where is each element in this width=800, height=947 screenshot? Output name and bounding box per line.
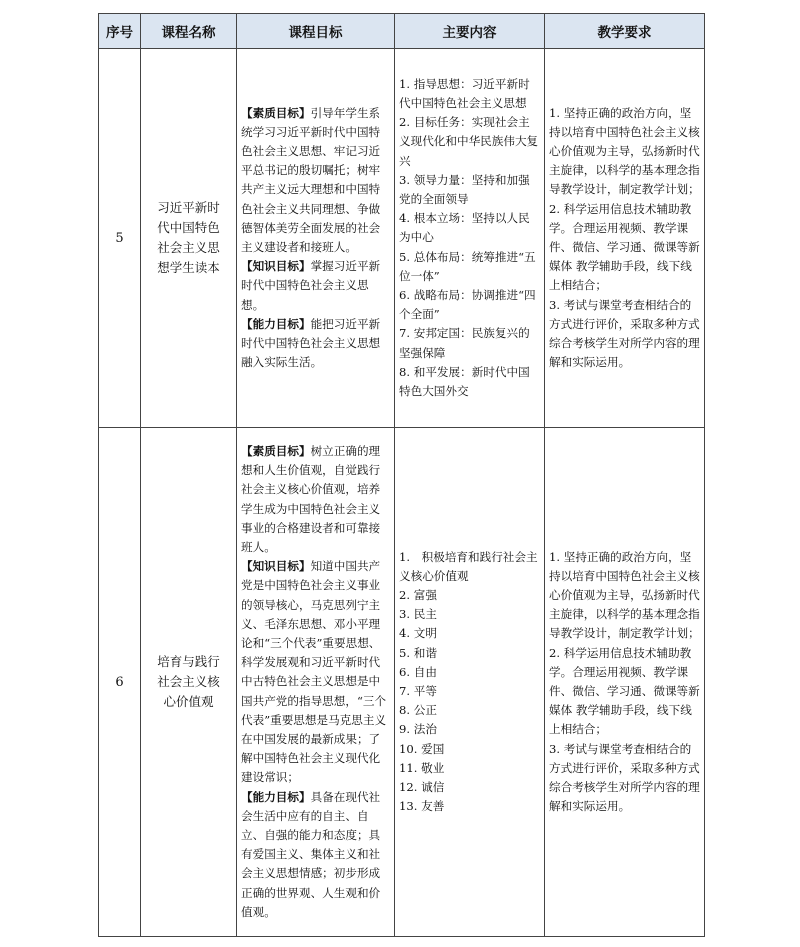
course-name-line: 代中国特色 <box>157 220 220 235</box>
content-item: 5. 总体布局：统筹推进“五位一体” <box>399 249 536 283</box>
course-name <box>141 428 237 937</box>
content-item: 13. 友善 <box>399 799 445 814</box>
row-number: 5 <box>99 49 141 428</box>
content-item: 8. 和平发展：新时代中国特色大国外交 <box>399 364 530 399</box>
goal-text: 知道中国共产党是中国特色社会主义事业的领导核心，马克思列宁主义、毛泽东思想、邓小平理论和“三个代表”重要思想、科学发展观和习近平新时代中古特色社会主义思想是中国共产党的指导思想，“三个代表”重要思想是马克思主义在中国发展的最新成果；了解中国特色社会主义现代化建设常识； <box>241 559 387 785</box>
content-item: 10. 爱国 <box>399 741 445 756</box>
table-row <box>99 428 705 937</box>
course-name-line: 想学生读本 <box>157 260 220 275</box>
content-item: 4. 根本立场：坚持以人民为中心 <box>399 211 530 245</box>
content-item: 7. 平等 <box>399 684 437 698</box>
course-name-line: 社会主义思 <box>157 240 220 255</box>
teaching-requirements <box>545 49 705 428</box>
goal-tag: 【能力目标】 <box>241 789 311 804</box>
goal-tag: 【能力目标】 <box>241 316 311 331</box>
content-item: 6. 自由 <box>399 664 437 679</box>
main-content <box>395 49 545 428</box>
header-course-name: 课程名称 <box>141 14 237 49</box>
header-row <box>99 14 705 49</box>
header-main-content: 主要内容 <box>395 14 545 49</box>
goal-tag: 【知识目标】 <box>241 259 311 274</box>
ability-goal <box>241 315 390 373</box>
goal-tag: 【知识目标】 <box>241 559 311 574</box>
course-name-line: 培育与践行 <box>157 654 220 669</box>
content-item: 11. 敬业 <box>399 760 445 775</box>
content-item: 9. 法治 <box>399 722 437 737</box>
goal-text: 具备在现代社会生活中应有的自主、自立、自强的能力和态度；具有爱国主义、集体主义和社会主义思想情感；初步形成正确的世界观、人生观和价值观。 <box>241 789 381 919</box>
course-goals <box>237 428 395 937</box>
goal-text: 引导年学生系统学习习近平新时代中国特色社会主义思想、牢记习近平总书记的殷切嘱托；树牢共产主义远大理想和中国特色社会主义共同理想、争做德智体美劳全面发展的社会主义建设者和接班人。 <box>241 105 381 254</box>
header-teaching-requirements: 教学要求 <box>545 14 705 49</box>
table-row <box>99 49 705 428</box>
course-name <box>141 49 237 428</box>
content-item: 5. 和谐 <box>399 645 437 660</box>
requirement-item: 3. 考试与课堂考查相结合的方式进行评价，采取多种方式综合考核学生对所学内容的理解和实际运用。 <box>549 741 700 814</box>
requirement-item: 2. 科学运用信息技术辅助教学。合理运用视频、教学课件、微信、学习通、微课等新媒体 教学辅助手段，线下线上相结合； <box>549 645 700 737</box>
main-content <box>395 428 545 937</box>
course-name-line: 社会主义核 <box>157 674 220 689</box>
requirement-item: 1. 坚持正确的政治方向，坚持以培育中国特色社会主义核心价值观为主导，弘扬新时代主旋律，以科学的基本理念指导教学设计，制定教学计划； <box>549 549 700 641</box>
course-goals <box>237 49 395 428</box>
quality-goal <box>241 104 390 258</box>
knowledge-goal <box>241 257 390 315</box>
content-item: 1. 积极培育和践行社会主义核心价值观 <box>399 549 538 583</box>
requirement-item: 1. 坚持正确的政治方向，坚持以培育中国特色社会主义核心价值观为主导，弘扬新时代主旋律，以科学的基本理念指导教学设计，制定教学计划； <box>549 105 700 197</box>
content-item: 7. 安邦定国：民族复兴的坚强保障 <box>399 326 530 360</box>
content-item: 2. 富强 <box>399 587 437 602</box>
goal-text: 能把习近平新时代中国特色社会主义思想融入实际生活。 <box>241 316 381 370</box>
content-item: 8. 公正 <box>399 703 437 718</box>
curriculum-table <box>98 13 705 937</box>
ability-goal <box>241 788 390 922</box>
content-item: 4. 文明 <box>399 626 437 641</box>
goal-tag: 【素质目标】 <box>241 105 311 120</box>
content-item: 3. 领导力量：坚持和加强党的全面领导 <box>399 172 530 206</box>
content-item: 3. 民主 <box>399 607 437 622</box>
header-number: 序号 <box>99 14 141 49</box>
row-number: 6 <box>99 428 141 937</box>
quality-goal <box>241 442 390 557</box>
requirement-item: 2. 科学运用信息技术辅助教学。合理运用视频、教学课件、微信、学习通、微课等新媒体 教学辅助手段，线下线上相结合； <box>549 201 700 293</box>
content-item: 6. 战略布局：协调推进“四个全面” <box>399 288 536 322</box>
goal-text: 树立正确的理想和人生价值观，自觉践行社会主义核心价值观，培养学生成为中国特色社会主义事业的合格建设者和可靠接班人。 <box>241 443 381 554</box>
knowledge-goal <box>241 557 390 787</box>
content-item: 1. 指导思想：习近平新时代中国特色社会主义思想 <box>399 76 530 110</box>
content-item: 2. 目标任务：实现社会主义现代化和中华民族伟大复兴 <box>399 115 539 168</box>
course-name-line: 习近平新时 <box>157 200 220 215</box>
requirement-item: 3. 考试与课堂考查相结合的方式进行评价，采取多种方式综合考核学生对所学内容的理解和实际运用。 <box>549 297 700 370</box>
header-course-goal: 课程目标 <box>237 14 395 49</box>
course-name-line: 心价值观 <box>163 694 214 709</box>
goal-text: 掌握习近平新时代中国特色社会主义思想。 <box>241 259 381 312</box>
teaching-requirements <box>545 428 705 937</box>
content-item: 12. 诚信 <box>399 780 445 795</box>
goal-tag: 【素质目标】 <box>241 443 311 458</box>
